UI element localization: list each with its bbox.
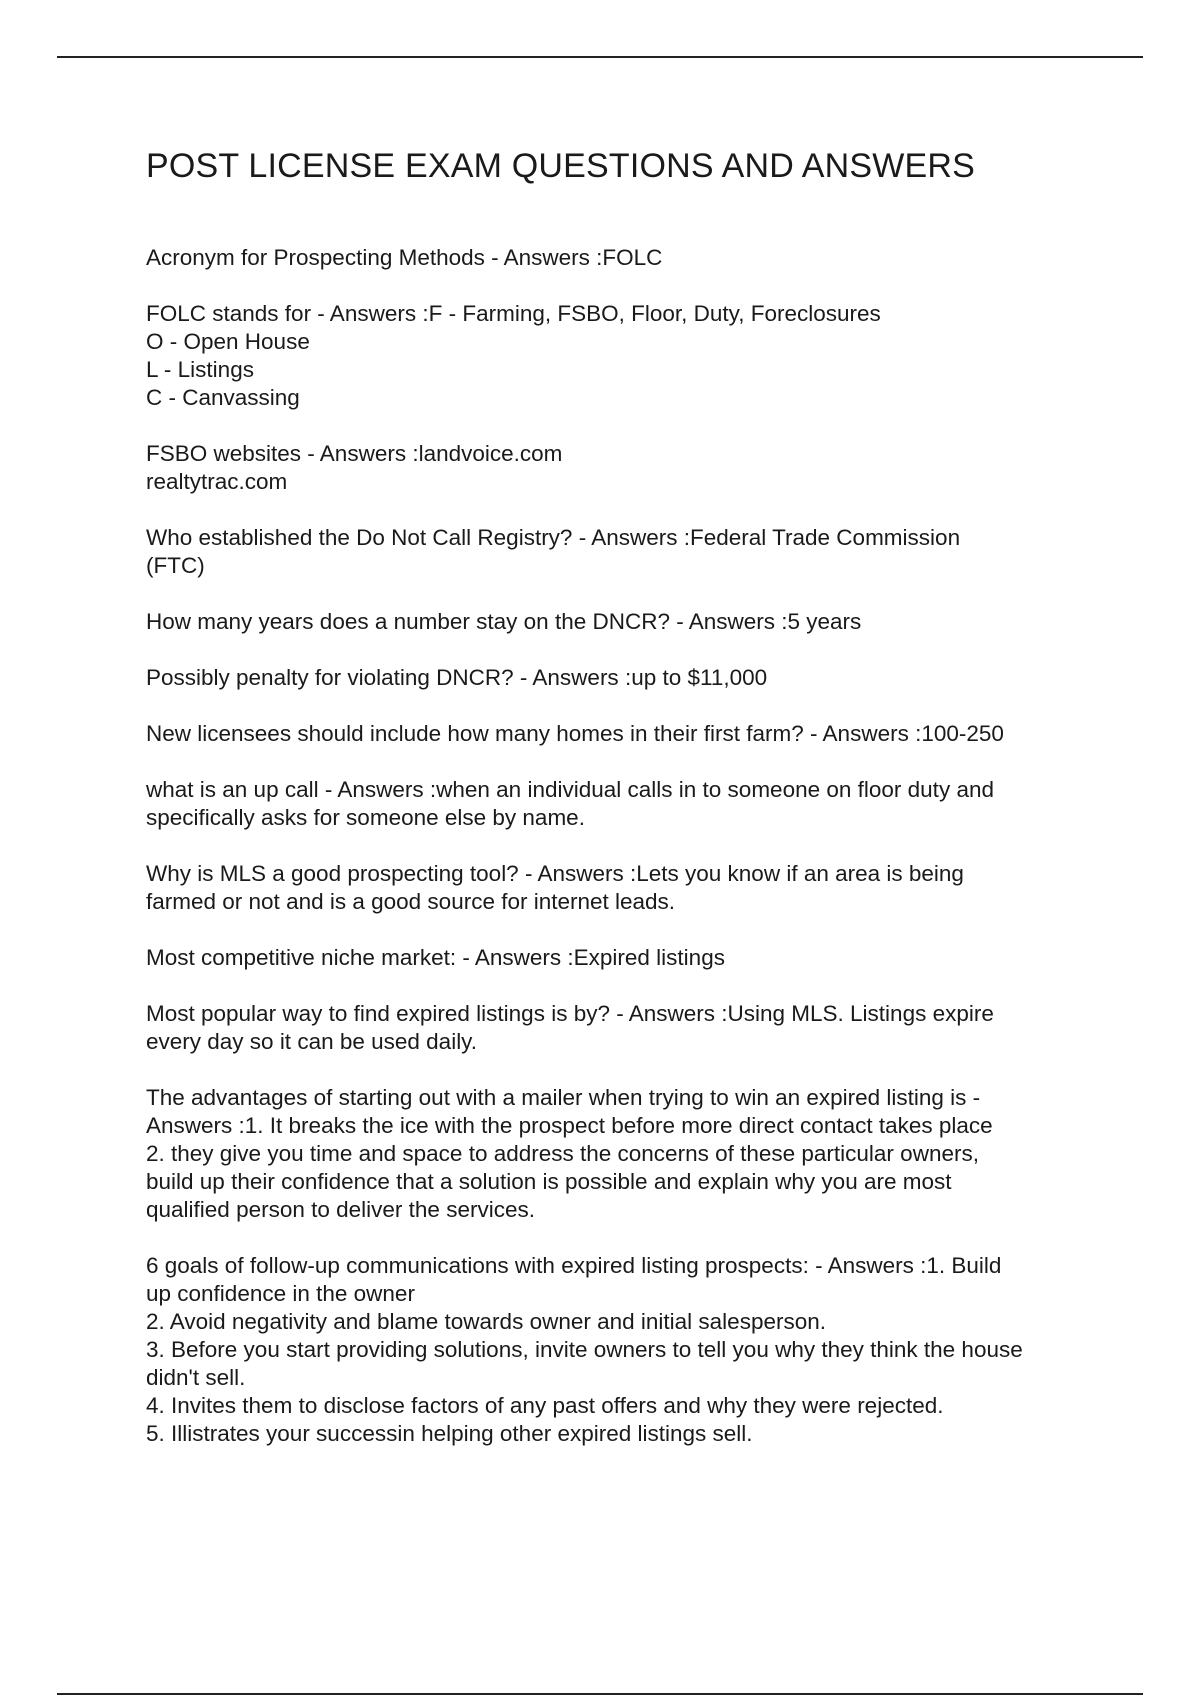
qa-item: [146, 776, 1096, 832]
qa-text-line: build up their confidence that a solution is possible and explain why you are most: [146, 1169, 952, 1194]
qa-text-line: (FTC): [146, 553, 205, 578]
qa-text-line: qualified person to deliver the services.: [146, 1197, 535, 1222]
qa-text-line: 2. Avoid negativity and blame towards owner and initial salesperson.: [146, 1309, 826, 1334]
qa-item: [146, 1000, 1096, 1056]
qa-item: [146, 608, 1096, 636]
qa-item: [146, 944, 1096, 972]
qa-item: [146, 860, 1096, 916]
qa-text-line: O - Open House: [146, 329, 310, 354]
qa-item: [146, 440, 1096, 496]
qa-text-line: realtytrac.com: [146, 469, 288, 494]
qa-text-line: How many years does a number stay on the DNCR? - Answers :5 years: [146, 609, 862, 634]
qa-text-line: The advantages of starting out with a mailer when trying to win an expired listing is -: [146, 1085, 981, 1110]
qa-text-line: Why is MLS a good prospecting tool? - Answers :Lets you know if an area is being: [146, 861, 964, 886]
qa-item: [146, 300, 1096, 412]
qa-text-line: didn't sell.: [146, 1365, 246, 1390]
qa-text-line: 3. Before you start providing solutions, invite owners to tell you why they think the house: [146, 1337, 1023, 1362]
qa-item: [146, 720, 1096, 748]
qa-text-line: what is an up call - Answers :when an individual calls in to someone on floor duty and: [146, 777, 994, 802]
qa-text-line: New licensees should include how many homes in their first farm? - Answers :100-250: [146, 721, 1004, 746]
qa-text-line: Most competitive niche market: - Answers :Expired listings: [146, 945, 725, 970]
page-title: POST LICENSE EXAM QUESTIONS AND ANSWERS: [146, 147, 976, 185]
qa-text-line: FSBO websites - Answers :landvoice.com: [146, 441, 563, 466]
qa-text-line: 2. they give you time and space to address the concerns of these particular owners,: [146, 1141, 979, 1166]
qa-text-line: specifically asks for someone else by name.: [146, 805, 585, 830]
qa-item: [146, 1084, 1096, 1224]
qa-item: [146, 524, 1096, 580]
qa-text-line: Most popular way to find expired listings is by? - Answers :Using MLS. Listings expire: [146, 1001, 994, 1026]
qa-text-line: Acronym for Prospecting Methods - Answers :FOLC: [146, 245, 663, 270]
qa-item: [146, 244, 1096, 272]
qa-text-line: FOLC stands for - Answers :F - Farming, FSBO, Floor, Duty, Foreclosures: [146, 301, 881, 326]
qa-list: [146, 244, 1096, 1448]
qa-text-line: L - Listings: [146, 357, 254, 382]
qa-text-line: Possibly penalty for violating DNCR? - Answers :up to $11,000: [146, 665, 768, 690]
qa-text-line: 6 goals of follow-up communications with expired listing prospects: - Answers :1. Build: [146, 1253, 1002, 1278]
qa-text-line: 4. Invites them to disclose factors of any past offers and why they were rejected.: [146, 1393, 944, 1418]
qa-text-line: Answers :1. It breaks the ice with the prospect before more direct contact takes place: [146, 1113, 993, 1138]
document-body: [146, 140, 1096, 1476]
bottom-divider: [57, 1693, 1143, 1695]
qa-text-line: up confidence in the owner: [146, 1281, 415, 1306]
qa-item: [146, 664, 1096, 692]
top-divider: [57, 56, 1143, 58]
qa-text-line: 5. Illistrates your successin helping other expired listings sell.: [146, 1421, 753, 1446]
qa-item: [146, 1252, 1096, 1448]
qa-text-line: Who established the Do Not Call Registry? - Answers :Federal Trade Commission: [146, 525, 961, 550]
qa-text-line: farmed or not and is a good source for internet leads.: [146, 889, 676, 914]
qa-text-line: C - Canvassing: [146, 385, 300, 410]
qa-text-line: every day so it can be used daily.: [146, 1029, 478, 1054]
